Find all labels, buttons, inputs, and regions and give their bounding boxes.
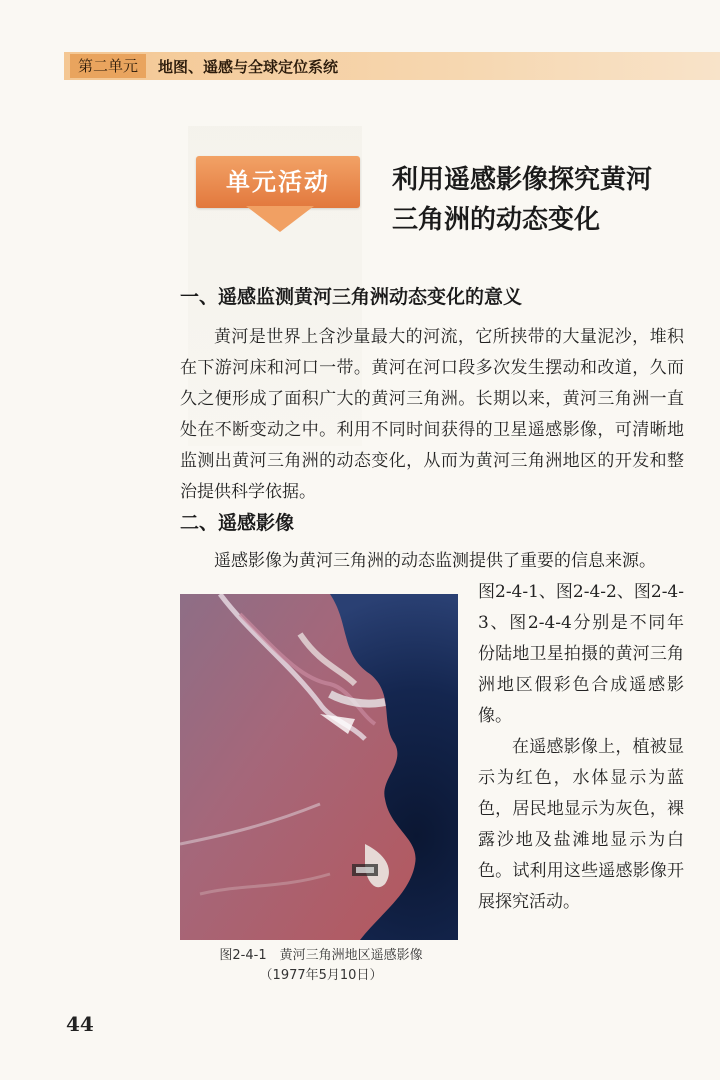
section2-side-text: 图2-4-1、图2-4-2、图2-4-3、图2-4-4分别是不同年份陆地卫星拍摄的黄河三角洲地区假彩色合成遥感影像。 xyxy=(478,582,684,726)
unit-title: 地图、遥感与全球定位系统 xyxy=(158,58,339,76)
activity-title-line-2: 三角洲的动态变化 xyxy=(392,205,601,235)
unit-tab: 第二单元 xyxy=(70,54,146,78)
satellite-image xyxy=(180,594,458,940)
page-number: 44 xyxy=(66,1012,94,1036)
section-heading-1: 一、遥感监测黄河三角洲动态变化的意义 xyxy=(180,286,523,308)
section2-side-text-2: 在遥感影像上，植被显示为红色，水体显示为蓝色，居民地显示为灰色，裸露沙地及盐滩地显示为白色。试利用这些遥感影像开展探究活动。 xyxy=(478,737,684,912)
satellite-image-graphic xyxy=(180,594,458,940)
section2-intro: 遥感影像为黄河三角洲的动态监测提供了重要的信息来源。 xyxy=(214,551,656,571)
activity-badge-label: 单元活动 xyxy=(226,167,330,196)
activity-title-line-1: 利用遥感影像探究黄河 xyxy=(392,165,653,195)
section1-paragraph: 黄河是世界上含沙量最大的河流，它所挟带的大量泥沙，堆积在下游河床和河口一带。黄河在河口段多次发生摆动和改道，久而久之便形成了面积广大的黄河三角洲。长期以来，黄河三角洲一直处在不断变动之中。利用不同时间获得的卫星遥感影像，可清晰地监测出黄河三角洲的动态变化，从而为黄河三角洲地区的开发和整治提供科学依据。 xyxy=(180,327,684,502)
activity-title xyxy=(392,160,692,240)
activity-badge-arrow xyxy=(246,206,314,232)
figure-caption-line-2: （1977年5月10日） xyxy=(259,968,383,983)
section-heading-2: 二、遥感影像 xyxy=(180,512,295,534)
figure-caption xyxy=(180,946,462,986)
figure-caption-line-1: 图2-4-1 黄河三角洲地区遥感影像 xyxy=(219,948,423,963)
